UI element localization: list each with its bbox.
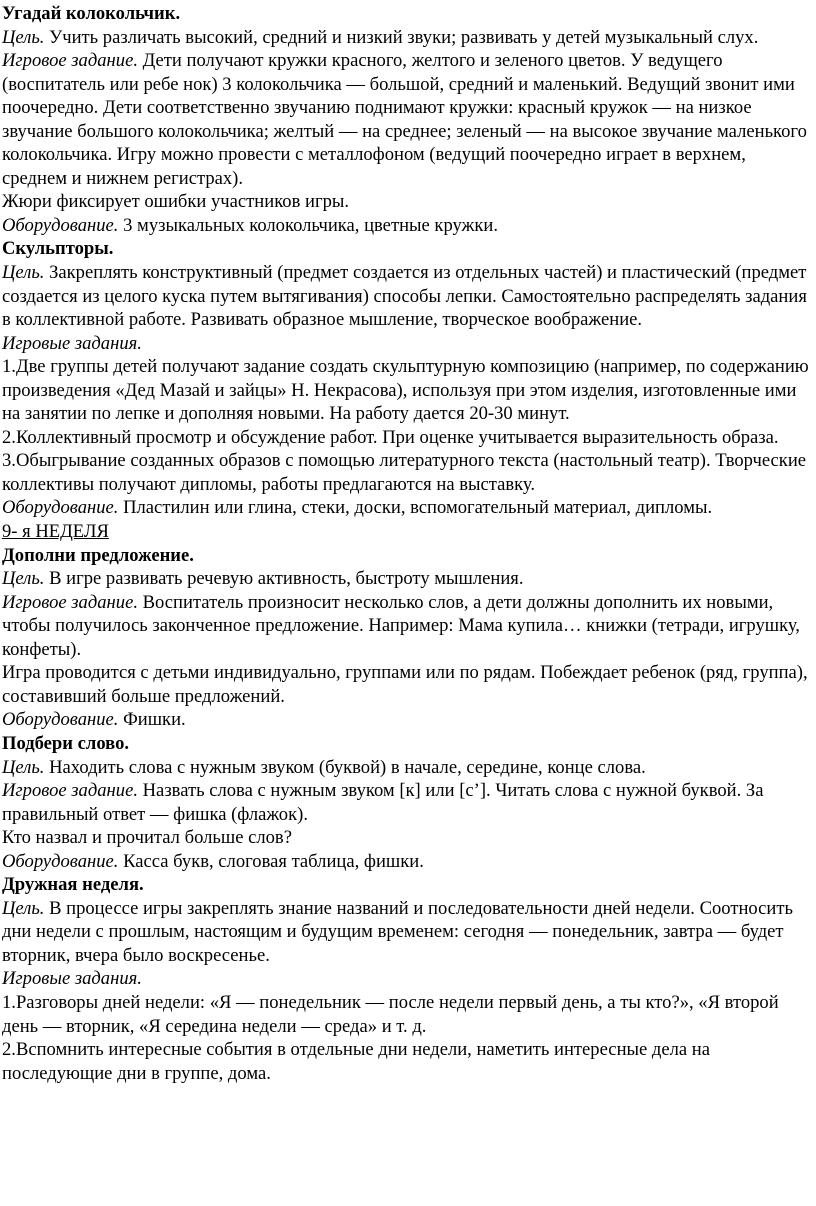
paragraph bbox=[2, 567, 812, 591]
paragraph-label: Оборудование. bbox=[2, 497, 119, 519]
paragraph bbox=[2, 261, 812, 332]
paragraph bbox=[2, 26, 812, 50]
paragraph-text: 3.Обыгрывание созданных образов с помощью литературного текста (настольный театр). Творческие коллективы получают дипломы, работы предлагаются на выставку. bbox=[2, 450, 807, 495]
paragraph-text: 2.Вспомнить интересные события в отдельные дни недели, наметить интересные дела на последующие дни в группе, дома. bbox=[2, 1039, 711, 1084]
paragraph-label: Оборудование. bbox=[2, 850, 119, 872]
paragraph-text: В игре развивать речевую активность, быстроту мышления. bbox=[44, 568, 524, 590]
paragraph bbox=[2, 49, 812, 190]
paragraph-text: Игра проводится с детьми индивидуально, группами или по рядам. Побеждает ребенок (ряд, группа), составивший больше предложений. bbox=[2, 662, 808, 707]
game-title: Дружная неделя. bbox=[2, 874, 144, 896]
paragraph-text: Фишки. bbox=[118, 709, 186, 731]
paragraph bbox=[2, 779, 812, 826]
paragraph-text: Касса букв, слоговая таблица, фишки. bbox=[118, 850, 424, 872]
game-title: Угадай колокольчик. bbox=[2, 3, 181, 24]
paragraph-label: Игровое задание. bbox=[2, 50, 138, 72]
paragraph-label: Оборудование. bbox=[2, 214, 119, 236]
paragraph-text: 3 музыкальных колокольчика, цветные кружки. bbox=[118, 214, 499, 236]
paragraph bbox=[2, 332, 812, 356]
paragraph-text: Находить слова с нужным звуком (буквой) в начале, середине, конце слова. bbox=[44, 756, 646, 778]
paragraph-label: Игровое задание. bbox=[2, 780, 138, 802]
paragraph bbox=[2, 708, 812, 732]
paragraph-text: Учить различать высокий, средний и низкий звуки; развивать у детей музыкальный слух. bbox=[44, 26, 759, 48]
game-title: Дополни предложение. bbox=[2, 544, 194, 566]
paragraph bbox=[2, 967, 812, 991]
paragraph-label: Цель. bbox=[2, 26, 45, 48]
paragraph-label: Цель. bbox=[2, 897, 45, 919]
paragraph bbox=[2, 756, 812, 780]
paragraph bbox=[2, 826, 812, 850]
paragraph-text: Назвать слова с нужным звуком [к] или [с’]. Читать слова с нужной буквой. За правильный ответ — фишка (флажок). bbox=[2, 780, 764, 825]
paragraph bbox=[2, 449, 812, 496]
paragraph-text: 1.Разговоры дней недели: «Я — понедельник — после недели первый день, а ты кто?», «Я второй день — вторник, «Я середина недели — среда» и т. д. bbox=[2, 991, 779, 1037]
paragraph bbox=[2, 496, 812, 520]
paragraph bbox=[2, 850, 812, 874]
paragraph-label: Оборудование. bbox=[2, 709, 119, 731]
paragraph bbox=[2, 591, 812, 662]
paragraph-label: Игровые задания. bbox=[2, 968, 142, 990]
paragraph-text: Кто назвал и прочитал больше слов? bbox=[2, 827, 292, 849]
paragraph bbox=[2, 1038, 812, 1085]
paragraph-text: 2.Коллективный просмотр и обсуждение работ. При оценке учитывается выразительность образа. bbox=[2, 426, 779, 448]
paragraph-label: Игровое задание. bbox=[2, 591, 138, 613]
paragraph-text: Дети получают кружки красного, желтого и зеленого цветов. У ведущего (воспитатель или ребе нок) 3 колокольчика — большой, средний и маленький. Ведущий звонит ими поочередно. Дети соответственно звучанию поднимают кружки: красный кружок — на низкое звучание большого колокольчика; желтый — на среднее; зеленый — на высокое звучание маленького колокольчика. Игру можно провести с металлофоном (ведущий поочередно играет в верхнем, среднем и нижнем регистрах). bbox=[2, 50, 807, 189]
paragraph bbox=[2, 426, 812, 450]
paragraph-text: Жюри фиксирует ошибки участников игры. bbox=[2, 191, 350, 213]
paragraph bbox=[2, 661, 812, 708]
paragraph-label: Цель. bbox=[2, 262, 45, 284]
paragraph bbox=[2, 214, 812, 238]
paragraph-label: Игровые задания. bbox=[2, 332, 142, 354]
paragraph-label: Цель. bbox=[2, 568, 45, 590]
paragraph-text: Пластилин или глина, стеки, доски, вспомогательный материал, дипломы. bbox=[118, 497, 713, 519]
paragraph-text: 1.Две группы детей получают задание создать скульптурную композицию (например, по содержанию произведения «Дед Мазай и зайцы» Н. Некрасова), используя при этом изделия, изготовленные ими на занятии по лепке и дополняя новыми. На работу дается 20-30 минут. bbox=[2, 356, 809, 425]
game-title: Подбери слово. bbox=[2, 732, 130, 754]
paragraph bbox=[2, 190, 812, 214]
game-title: Скульпторы. bbox=[2, 238, 114, 260]
paragraph bbox=[2, 355, 812, 426]
paragraph-text: В процессе игры закреплять знание названий и последовательности дней недели. Соотносить дни недели с прошлым, настоящим и будущим временем: сегодня — понедельник, завтра — будет вторник, вчера было воскресенье. bbox=[2, 897, 793, 966]
paragraph-text: Воспитатель произносит несколько слов, а дети должны дополнить их новыми, чтобы получилось законченное предложение. Например: Мама купила… книжки (тетради, игрушку, конфеты). bbox=[2, 591, 800, 660]
paragraph bbox=[2, 897, 812, 968]
paragraph-text: Закреплять конструктивный (предмет создается из отдельных частей) и пластический (предмет создается из целого куска путем вытягивания) способы лепки. Самостоятельно распределять задания в коллективной работе. Развивать образное мышление, творческое воображение. bbox=[2, 262, 807, 331]
paragraph-label: Цель. bbox=[2, 756, 45, 778]
paragraph bbox=[2, 991, 812, 1038]
week-heading: 9- я НЕДЕЛЯ bbox=[2, 521, 109, 543]
